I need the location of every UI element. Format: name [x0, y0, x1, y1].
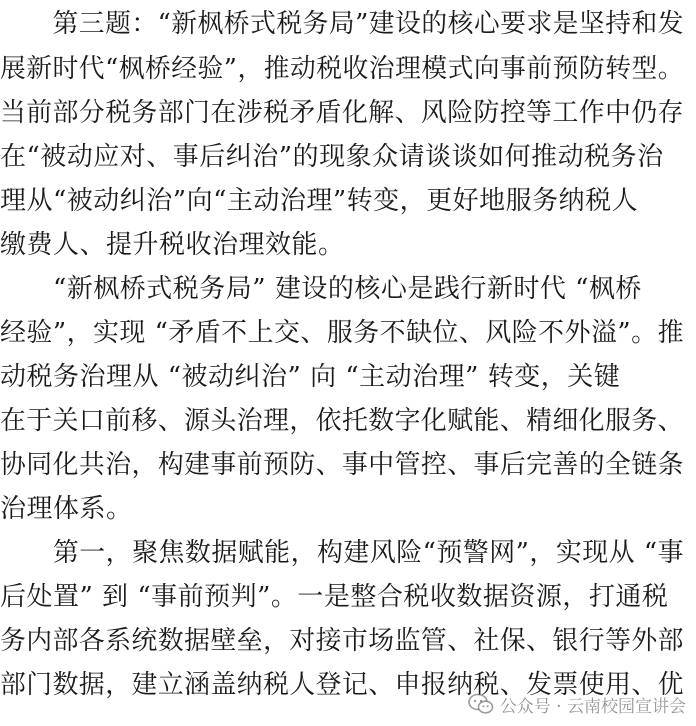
text-line: 第一，聚焦数据赋能，构建风险“预警网”，实现从 “事	[0, 538, 684, 568]
text-line: 缴费人、提升税收治理效能。	[0, 230, 345, 260]
text-line: 治理体系。	[0, 494, 133, 524]
text-line: 部门数据，建立涵盖纳税人登记、申报纳税、发票使用、优	[0, 670, 684, 700]
watermark	[468, 690, 686, 718]
text-line: 经验”，实现 “矛盾不上交、服务不缺位、风险不外溢”。推	[0, 318, 684, 348]
text-line: 展新时代“枫桥经验”，推动税收治理模式向事前预防转型。	[0, 54, 684, 84]
text-line: 理从“被动纠治”向“主动治理”转变，更好地服务纳税人	[0, 186, 639, 216]
text-line: 协同化共治，构建事前预防、事中管控、事后完善的全链条	[0, 450, 684, 480]
text-line: 在于关口前移、源头治理，依托数字化赋能、精细化服务、	[0, 406, 684, 436]
text-line: “新枫桥式税务局” 建设的核心是践行新时代 “枫桥	[0, 274, 642, 304]
text-line: 当前部分税务部门在涉税矛盾化解、风险防控等工作中仍存	[0, 98, 684, 128]
wechat-icon	[468, 693, 494, 715]
text-line: 在“被动应对、事后纠治”的现象众请谈谈如何推动税务治	[0, 142, 664, 172]
text-line: 动税务治理从 “被动纠治” 向 “主动治理” 转变，关键	[0, 362, 621, 392]
text-line: 后处置” 到 “事前预判”。一是整合税收数据资源，打通税	[0, 582, 669, 612]
text-line: 第三题：“新枫桥式税务局”建设的核心要求是坚持和发	[0, 9, 684, 39]
text-line: 务内部各系统数据壁垒，对接市场监管、社保、银行等外部	[0, 626, 684, 656]
watermark-text: 公众号 · 云南校园宣讲会	[499, 696, 686, 717]
